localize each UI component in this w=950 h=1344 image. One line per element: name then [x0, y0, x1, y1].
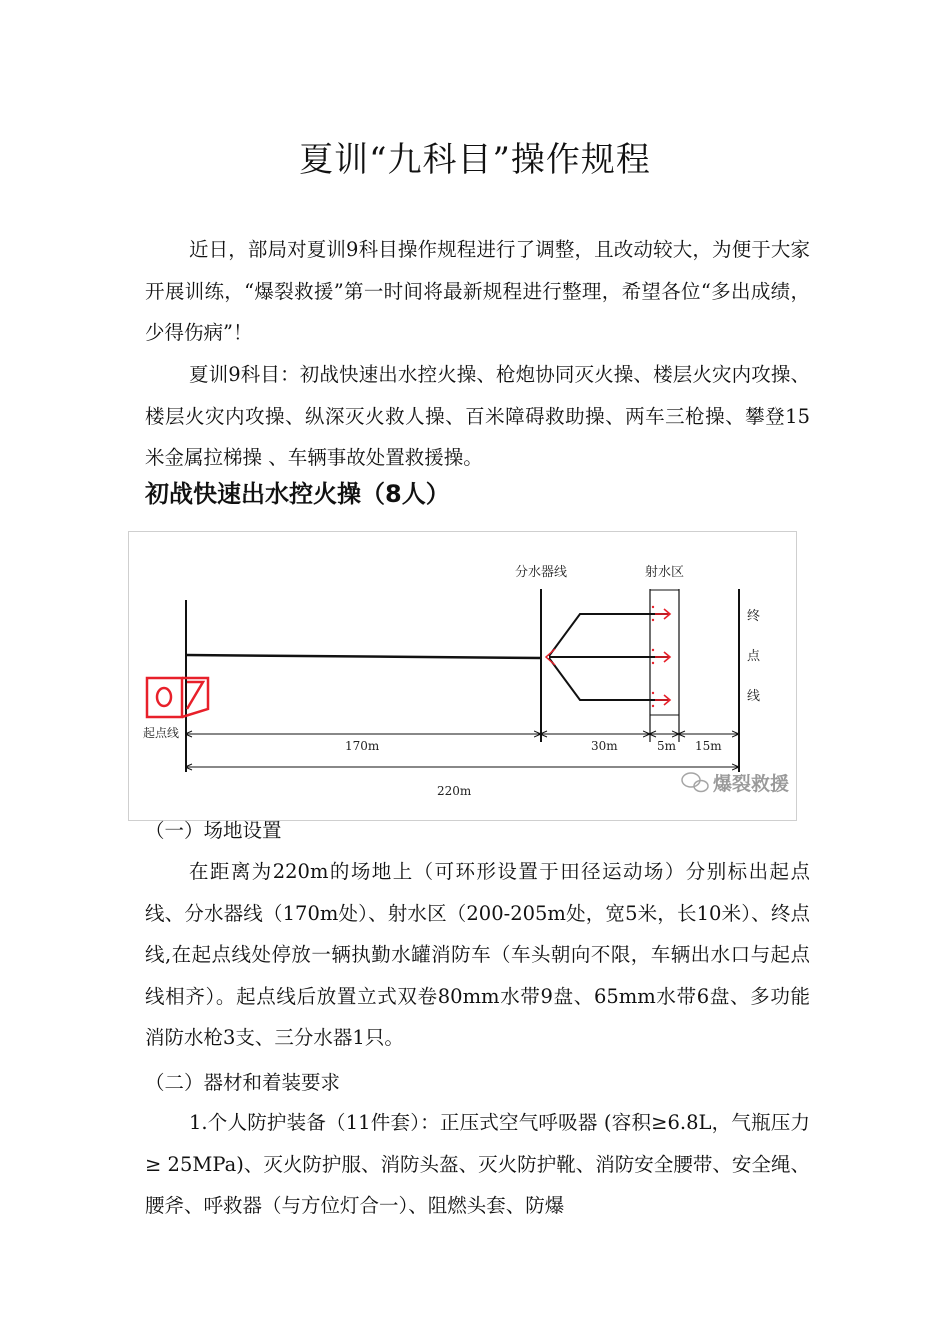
finish-label-3: 线 — [747, 689, 761, 704]
branch-hose-top — [549, 614, 669, 656]
section-heading: 初战快速出水控火操（8人） — [145, 480, 450, 508]
finish-label-1: 终 — [747, 609, 761, 624]
subsection-equipment: （二）器材和着装要求 — [145, 1071, 341, 1094]
equipment-paragraph: 1.个人防护装备（11件套）：正压式空气呼吸器 (容积≥6.8L，气瓶压力≥ 25MPa)、灭火防护服、消防头盔、灭火防护靴、消防安全腰带、安全绳、腰斧、呼救器（与方位灯合一）、阻燃头套、防爆 — [145, 1111, 810, 1217]
intro-paragraph-2: 夏训9科目：初战快速出水控火操、枪炮协同灭火操、楼层火灾内攻操、楼层火灾内攻操、纵深灭火救人操、百米障碍救助操、两车三枪操、攀登15米金属拉梯操 、车辆事故处置救援操。 — [145, 363, 810, 469]
spray-zone-label: 射水区 — [645, 565, 685, 580]
watermark-text: 爆裂救援 — [713, 773, 790, 795]
fire-truck-icon — [147, 678, 208, 717]
start-label: 起点线 — [143, 726, 180, 740]
nozzle-arrows — [655, 609, 670, 705]
intro-paragraph-1: 近日，部局对夏训9科目操作规程进行了调整，且改动较大，为便于大家开展训练，“爆裂救援”第一时间将最新规程进行整理，希望各位“多出成绩，少得伤病”！ — [145, 238, 810, 344]
dim-5: 5m — [657, 739, 677, 753]
wechat-icon — [682, 773, 700, 787]
watermark — [682, 772, 789, 795]
site-setup-paragraph: 在距离为220m的场地上（可环形设置于田径运动场）分别标出起点线、分水器线（170m处）、射水区（200-205m处，宽5米，长10米）、终点线,在起点线处停放一辆执勤水罐消防车（车头朝向不限，车辆出水口与起点线相齐）。起点线后放置立式双卷80mm水带9盘、65mm水带6盘、多功能消防水枪3支、三分水器1只。 — [145, 860, 810, 1049]
dim-220: 220m — [437, 784, 472, 798]
dim-30: 30m — [591, 739, 618, 753]
branch-hose-bottom — [549, 658, 669, 700]
dim-15: 15m — [695, 739, 722, 753]
page-title: 夏训“九科目”操作规程 — [299, 140, 651, 180]
divider-label: 分水器线 — [515, 565, 568, 580]
dim-170: 170m — [345, 739, 380, 753]
main-hose — [186, 655, 541, 658]
finish-label-2: 点 — [747, 649, 761, 664]
subsection-site-setup: （一）场地设置 — [145, 819, 282, 842]
site-layout-diagram — [128, 531, 797, 821]
